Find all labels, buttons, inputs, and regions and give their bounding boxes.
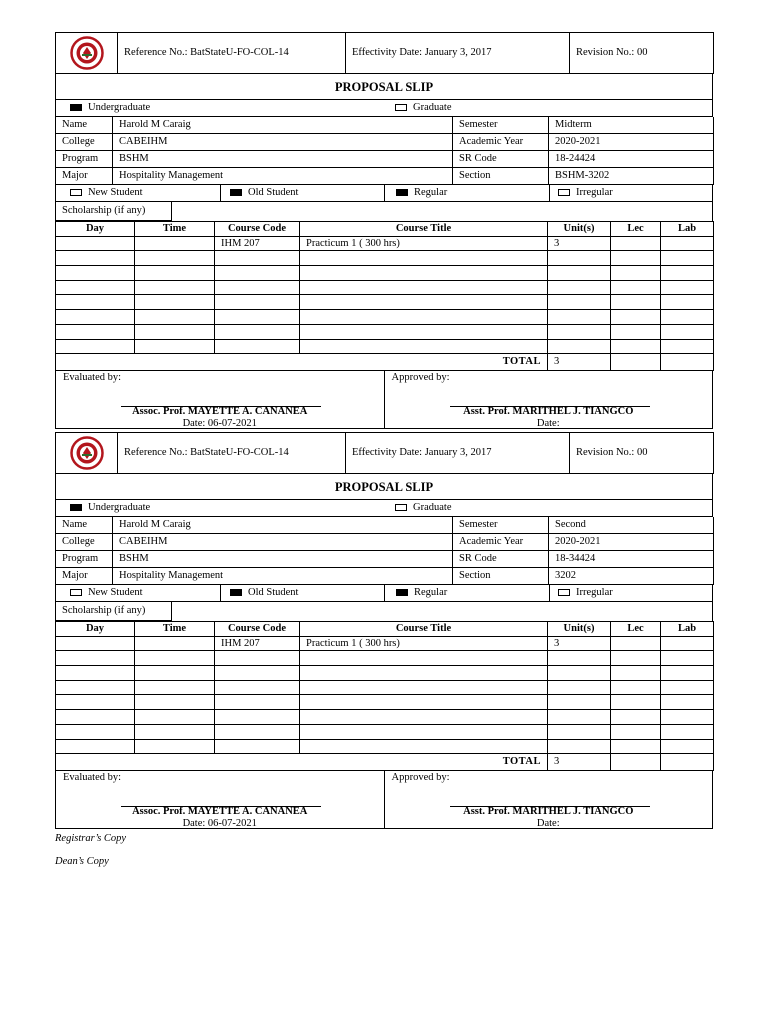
major-label: Major: [56, 168, 113, 185]
regular-option[interactable]: [396, 187, 447, 199]
scholarship-row: [55, 602, 713, 621]
section-value: 3202: [549, 568, 714, 585]
day-cell: [56, 236, 135, 251]
name-label: Name: [56, 117, 113, 134]
irregular-option[interactable]: [558, 587, 613, 599]
col-time: Time: [135, 622, 215, 637]
section-label: Section: [453, 568, 549, 585]
irregular-checkbox[interactable]: [558, 589, 570, 596]
evaluated-by-label: Evaluated by:: [63, 372, 122, 384]
regular-option[interactable]: [396, 587, 447, 599]
table-row: [56, 339, 714, 354]
col-time: Time: [135, 222, 215, 237]
approved-date: Date:: [536, 818, 560, 830]
table-row: [56, 666, 714, 681]
new-student-checkbox[interactable]: [70, 189, 82, 196]
new-student-checkbox[interactable]: [70, 589, 82, 596]
signature-section: [55, 771, 713, 829]
units-cell: 3: [548, 636, 611, 651]
irregular-checkbox[interactable]: [558, 189, 570, 196]
col-day: Day: [56, 222, 135, 237]
irregular-label: Irregular: [576, 587, 613, 598]
effectivity-date: Effectivity Date: January 3, 2017: [346, 33, 570, 74]
table-row: [56, 266, 714, 281]
graduate-option[interactable]: [395, 502, 451, 514]
program-value: BSHM: [113, 551, 453, 568]
col-day: Day: [56, 622, 135, 637]
student-info-table: [55, 517, 714, 585]
section-value: BSHM-3202: [549, 168, 714, 185]
new-student-label: New Student: [88, 587, 143, 598]
col-lab: Lab: [661, 622, 714, 637]
academic-year-label: Academic Year: [453, 534, 549, 551]
total-row: [56, 354, 714, 371]
total-label: TOTAL: [56, 754, 548, 771]
regular-checkbox[interactable]: [396, 589, 408, 596]
name-label: Name: [56, 517, 113, 534]
total-row: [56, 754, 714, 771]
course-title-cell: Practicum 1 ( 300 hrs): [300, 236, 548, 251]
approved-by-block: [384, 371, 713, 428]
col-lab: Lab: [661, 222, 714, 237]
regular-label: Regular: [414, 187, 448, 198]
col-units: Unit(s): [548, 622, 611, 637]
table-row: [56, 280, 714, 295]
sr-code-value: 18-24424: [549, 151, 714, 168]
college-label: College: [56, 534, 113, 551]
university-seal-icon: [63, 36, 111, 70]
old-student-label: Old Student: [248, 587, 299, 598]
approver-name: Asst. Prof. MARITHEL J. TIANGCO: [463, 406, 634, 418]
table-row: [56, 636, 714, 651]
evaluated-by-block: [56, 371, 384, 428]
new-student-option[interactable]: [70, 187, 143, 199]
course-table-header: [56, 222, 714, 237]
old-student-option[interactable]: [230, 587, 298, 599]
revision-number: Revision No.: 00: [570, 433, 714, 474]
scholarship-label: Scholarship (if any): [56, 602, 172, 621]
academic-year-value: 2020-2021: [549, 534, 714, 551]
program-label: Program: [56, 551, 113, 568]
table-row: [56, 695, 714, 710]
approved-by-label: Approved by:: [391, 372, 450, 384]
college-label: College: [56, 134, 113, 151]
table-row: [56, 251, 714, 266]
semester-value: Second: [549, 517, 714, 534]
revision-number: Revision No.: 00: [570, 33, 714, 74]
proposal-slip-dean: [55, 432, 713, 829]
lab-cell: [661, 636, 714, 651]
course-title-cell: Practicum 1 ( 300 hrs): [300, 636, 548, 651]
dean-copy-label: Dean’s Copy: [55, 856, 109, 867]
evaluated-by-block: [56, 771, 384, 828]
undergraduate-label: Undergraduate: [88, 102, 151, 113]
college-value: CABEIHM: [113, 134, 453, 151]
table-row: [56, 739, 714, 754]
graduate-checkbox[interactable]: [395, 104, 407, 111]
evaluated-date: Date: 06-07-2021: [182, 818, 257, 830]
program-value: BSHM: [113, 151, 453, 168]
slip-title: PROPOSAL SLIP: [55, 74, 713, 100]
old-student-checkbox[interactable]: [230, 589, 242, 596]
col-lec: Lec: [611, 222, 661, 237]
scholarship-row: [55, 202, 713, 221]
student-status-row: [55, 585, 713, 602]
sr-code-label: SR Code: [453, 151, 549, 168]
evaluated-by-label: Evaluated by:: [63, 772, 122, 784]
undergraduate-label: Undergraduate: [88, 502, 151, 513]
time-cell: [135, 636, 215, 651]
university-logo-cell: [56, 433, 118, 474]
table-row: [56, 324, 714, 339]
graduate-checkbox[interactable]: [395, 504, 407, 511]
undergraduate-checkbox[interactable]: [70, 504, 82, 511]
table-row: [56, 680, 714, 695]
program-label: Program: [56, 151, 113, 168]
table-row: [56, 310, 714, 325]
undergraduate-option[interactable]: [70, 502, 150, 514]
slip-header: [55, 32, 714, 74]
major-value: Hospitality Management: [113, 168, 453, 185]
academic-year-label: Academic Year: [453, 134, 549, 151]
table-row: [56, 295, 714, 310]
col-course-title: Course Title: [300, 222, 548, 237]
semester-label: Semester: [453, 517, 549, 534]
undergraduate-checkbox[interactable]: [70, 104, 82, 111]
regular-checkbox[interactable]: [396, 189, 408, 196]
semester-value: Midterm: [549, 117, 714, 134]
semester-label: Semester: [453, 117, 549, 134]
undergraduate-option[interactable]: [70, 102, 150, 114]
course-table: [55, 221, 714, 371]
col-lec: Lec: [611, 622, 661, 637]
irregular-label: Irregular: [576, 187, 613, 198]
graduate-label: Graduate: [413, 502, 452, 513]
slip-header: [55, 432, 714, 474]
evaluator-name: Assoc. Prof. MAYETTE A. CANANEA: [132, 806, 308, 818]
graduate-option[interactable]: [395, 102, 451, 114]
scholarship-label: Scholarship (if any): [56, 202, 172, 221]
regular-label: Regular: [414, 587, 448, 598]
table-row: [56, 651, 714, 666]
section-label: Section: [453, 168, 549, 185]
table-row: [56, 724, 714, 739]
lec-cell: [611, 236, 661, 251]
course-table: [55, 621, 714, 771]
reference-number: Reference No.: BatStateU-FO-COL-14: [118, 33, 346, 74]
time-cell: [135, 236, 215, 251]
name-value: Harold M Caraig: [113, 517, 453, 534]
level-row: [55, 500, 713, 517]
old-student-label: Old Student: [248, 187, 299, 198]
day-cell: [56, 636, 135, 651]
total-label: TOTAL: [56, 354, 548, 371]
effectivity-date: Effectivity Date: January 3, 2017: [346, 433, 570, 474]
units-cell: 3: [548, 236, 611, 251]
evaluated-date: Date: 06-07-2021: [182, 418, 257, 430]
sr-code-value: 18-34424: [549, 551, 714, 568]
table-row: [56, 710, 714, 725]
signature-section: [55, 371, 713, 429]
old-student-option[interactable]: [230, 187, 298, 199]
lec-cell: [611, 636, 661, 651]
course-table-header: [56, 622, 714, 637]
col-units: Unit(s): [548, 222, 611, 237]
university-seal-icon: [63, 436, 111, 470]
sr-code-label: SR Code: [453, 551, 549, 568]
approved-date: Date:: [536, 418, 560, 430]
old-student-checkbox[interactable]: [230, 189, 242, 196]
approved-by-label: Approved by:: [391, 772, 450, 784]
reference-number: Reference No.: BatStateU-FO-COL-14: [118, 433, 346, 474]
new-student-label: New Student: [88, 187, 143, 198]
registrar-copy-label: Registrar’s Copy: [55, 833, 127, 844]
total-units: 3: [548, 354, 611, 371]
slip-title: PROPOSAL SLIP: [55, 474, 713, 500]
proposal-slip-registrar: [55, 32, 713, 429]
col-course-code: Course Code: [215, 222, 300, 237]
col-course-title: Course Title: [300, 622, 548, 637]
university-logo-cell: [56, 33, 118, 74]
course-code-cell: IHM 207: [215, 636, 300, 651]
approver-name: Asst. Prof. MARITHEL J. TIANGCO: [463, 806, 634, 818]
evaluator-name: Assoc. Prof. MAYETTE A. CANANEA: [132, 406, 308, 418]
lab-cell: [661, 236, 714, 251]
irregular-option[interactable]: [558, 187, 613, 199]
student-info-table: [55, 117, 714, 185]
name-value: Harold M Caraig: [113, 117, 453, 134]
college-value: CABEIHM: [113, 534, 453, 551]
academic-year-value: 2020-2021: [549, 134, 714, 151]
course-code-cell: IHM 207: [215, 236, 300, 251]
approved-by-block: [384, 771, 713, 828]
graduate-label: Graduate: [413, 102, 452, 113]
new-student-option[interactable]: [70, 587, 143, 599]
student-status-row: [55, 185, 713, 202]
major-value: Hospitality Management: [113, 568, 453, 585]
table-row: [56, 236, 714, 251]
total-units: 3: [548, 754, 611, 771]
col-course-code: Course Code: [215, 622, 300, 637]
major-label: Major: [56, 568, 113, 585]
level-row: [55, 100, 713, 117]
